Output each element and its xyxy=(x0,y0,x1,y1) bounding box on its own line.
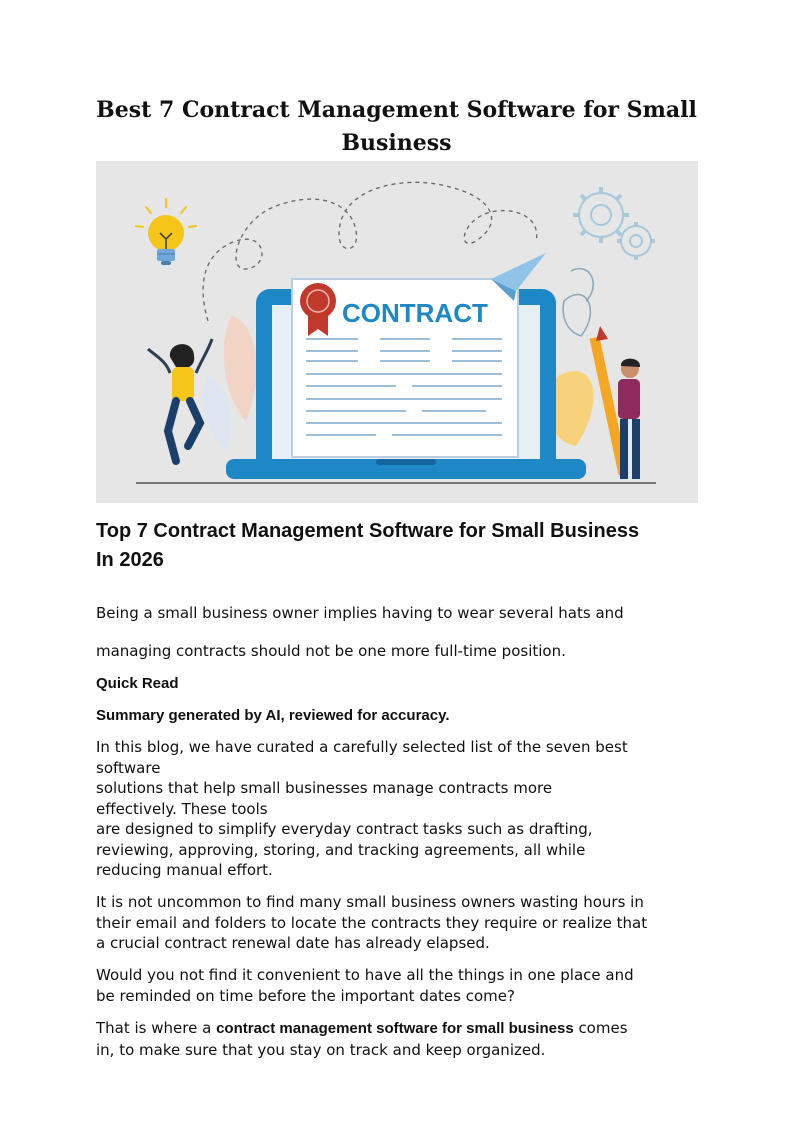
section-heading xyxy=(96,517,706,575)
paragraph-contracts-search xyxy=(96,892,696,954)
page-title xyxy=(96,94,697,160)
blog-summary-paragraph xyxy=(96,737,686,881)
text-line: Would you not find it convenient to have all the things in one place and xyxy=(96,966,634,984)
text-line: reducing manual effort. xyxy=(96,861,273,879)
section-heading-line-2: In 2026 xyxy=(96,549,164,571)
text-line: effectively. These tools xyxy=(96,799,268,818)
text-line: software xyxy=(96,758,161,777)
text-line: are designed to simplify everyday contract tasks such as drafting, xyxy=(96,820,593,838)
paragraph-cta xyxy=(96,1018,696,1060)
cta-bold-keyword: contract management software for small business xyxy=(216,1020,574,1037)
text-line: be reminded on time before the important dates come? xyxy=(96,986,515,1005)
text-line: a crucial contract renewal date has already elapsed. xyxy=(96,934,490,952)
page-title-line-2: Business xyxy=(341,130,452,156)
text-line: It is not uncommon to find many small business owners wasting hours in xyxy=(96,893,644,911)
text-line: their email and folders to locate the contracts they require or realize that xyxy=(96,913,648,932)
hero-illustration xyxy=(96,161,698,503)
section-heading-line-1: Top 7 Contract Management Software for Small Business xyxy=(96,520,640,542)
text-line: in, to make sure that you stay on track and keep organized. xyxy=(96,1040,546,1059)
summary-note: Summary generated by AI, reviewed for accuracy. xyxy=(96,707,450,724)
page-title-line-1: Best 7 Contract Management Software for Small xyxy=(96,97,697,123)
contract-label: CONTRACT xyxy=(342,298,488,328)
text-line: In this blog, we have curated a carefully selected list of the seven best xyxy=(96,738,628,756)
quick-read-label: Quick Read xyxy=(96,675,179,692)
intro-line-1: Being a small business owner implies having to wear several hats and xyxy=(96,604,624,622)
cta-suffix: comes xyxy=(573,1019,628,1037)
text-line: solutions that help small businesses manage contracts more xyxy=(96,779,553,797)
cta-prefix: That is where a xyxy=(96,1019,217,1037)
text-line xyxy=(96,1018,696,1040)
text-line: reviewing, approving, storing, and tracking agreements, all while xyxy=(96,840,586,859)
intro-line-2: managing contracts should not be one more full-time position. xyxy=(96,642,566,660)
paragraph-one-place xyxy=(96,965,696,1006)
